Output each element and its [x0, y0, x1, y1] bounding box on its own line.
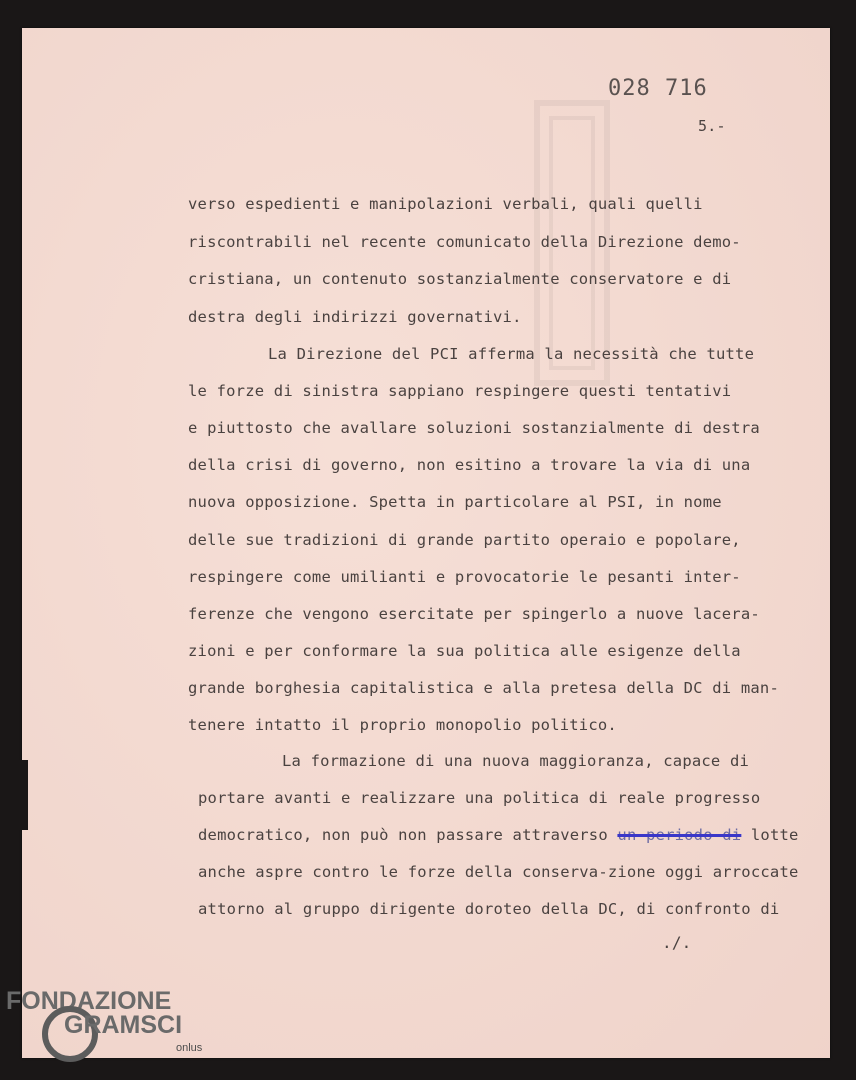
text-line: zioni e per conformare la sua politica alle esigenze della: [188, 642, 741, 660]
text-line: attorno al gruppo dirigente doroteo della DC, di confronto di: [198, 900, 780, 918]
text-line: nuova opposizione. Spetta in particolare al PSI, in nome: [188, 493, 722, 511]
page-number: 5.-: [698, 117, 726, 135]
text-line-with-correction: [198, 825, 799, 845]
text-line: respingere come umilianti e provocatorie le pesanti inter-: [188, 568, 741, 586]
text-line: tenere intatto il proprio monopolio politico.: [188, 716, 617, 734]
text-line: le forze di sinistra sappiano respingere questi tentativi: [188, 382, 732, 400]
text-line: e piuttosto che avallare soluzioni sostanzialmente di destra: [188, 419, 760, 437]
logo-line-1: FONDAZIONE: [6, 987, 172, 1015]
text-line: La Direzione del PCI afferma la necessità che tutte: [268, 345, 755, 363]
text-line: grande borghesia capitalistica e alla pretesa della DC di man-: [188, 679, 779, 697]
archive-number: 028 716: [608, 76, 708, 101]
text-line: della crisi di governo, non esitino a trovare la via di una: [188, 456, 751, 474]
text-line: portare avanti e realizzare una politica di reale progresso: [198, 789, 761, 807]
continuation-mark: ./.: [662, 933, 692, 952]
struck-text: un periodo di: [617, 826, 742, 844]
text-line: La formazione di una nuova maggioranza, capace di: [282, 752, 750, 770]
text-line: delle sue tradizioni di grande partito operaio e popolare,: [188, 531, 741, 549]
text-line: riscontrabili nel recente comunicato della Direzione demo-: [188, 233, 741, 251]
text-segment: lotte: [741, 826, 799, 844]
fondazione-gramsci-logo: [4, 985, 234, 1080]
text-line: cristiana, un contenuto sostanzialmente conservatore e di: [188, 270, 732, 288]
text-line: anche aspre contro le forze della conserva-zione oggi arroccate: [198, 863, 799, 881]
text-segment: democratico, non può non passare attraverso: [198, 826, 608, 844]
logo-line-2: GRAMSCI: [64, 1011, 183, 1039]
paper-edge-tear: [18, 760, 28, 830]
text-line: destra degli indirizzi governativi.: [188, 308, 522, 326]
text-line: ferenze che vengono esercitate per spingerlo a nuove lacera-: [188, 605, 760, 623]
logo-line-3: onlus: [176, 1042, 203, 1054]
text-line: verso espedienti e manipolazioni verbali, quali quelli: [188, 195, 703, 213]
